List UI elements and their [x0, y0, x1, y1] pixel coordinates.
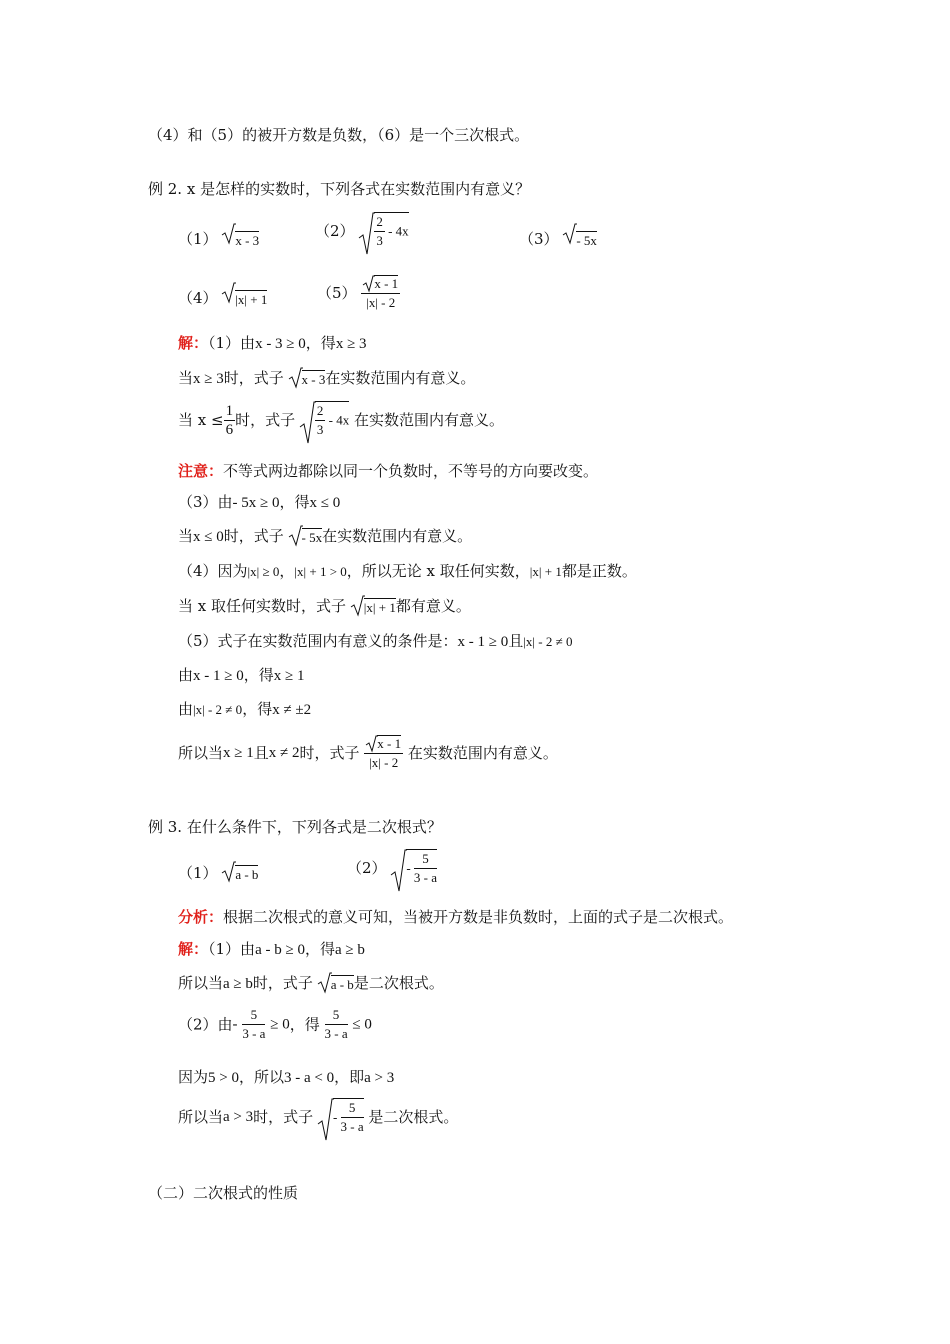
- radical: |x| + 1: [351, 595, 396, 619]
- radical: |x| + 1: [222, 282, 267, 316]
- ex3-sol-4: 所以当a > 3时，式子 - $\frac{5}{3 - a}$ 是二次根式。: [178, 1098, 458, 1146]
- ex2-item-3: （3） - 5x: [519, 222, 597, 256]
- radical: x - 3: [222, 223, 259, 257]
- ex2-sol-5: （5）式子在实数范围内有意义的条件是：x - 1 ≥ 0且|x| - 2 ≠ 0: [178, 632, 573, 650]
- fraction: $\frac{5}{3 - a}$: [242, 1007, 266, 1041]
- radical: a - b: [222, 861, 258, 887]
- ex2-sol-5b: 由x - 1 ≥ 0，得x ≥ 1: [178, 666, 305, 684]
- ex3-item-1: （1） a - b: [178, 860, 258, 886]
- ex2-item-2: （2） $\frac{2}{3}$ - 4x: [315, 212, 409, 260]
- ex3-sol-1: 解：（1）由a - b ≥ 0，得a ≥ b: [178, 940, 365, 958]
- fraction: $\frac{x - 1}{|x| - 2}$: [364, 734, 403, 772]
- intro-line: （4）和（5）的被开方数是负数，（6）是一个三次根式。: [148, 126, 530, 144]
- radical: - 5x: [563, 223, 597, 257]
- ex3-sol-1b: 所以当a ≥ b时，式子 a - b是二次根式。: [178, 971, 444, 995]
- radical: x - 1: [363, 275, 398, 293]
- ex2-sol-3: （3）由- 5x ≥ 0，得x ≤ 0: [178, 493, 341, 511]
- radical: $\frac{2}{3}$ - 4x: [359, 212, 408, 250]
- ex2-sol-4b: 当 x 取任何实数时，式子 |x| + 1都有意义。: [178, 594, 471, 618]
- fraction: $\frac{5}{3 - a}$: [340, 1100, 364, 1134]
- ex3-sol-3: 因为5 > 0，所以3 - a < 0，即a > 3: [178, 1068, 395, 1086]
- ex2-sol-2: 当 x ≤ $\frac{1}{6}$ 时，式子 $\frac{2}{3}$ - 4x 在实数范围内有意义。: [178, 401, 504, 449]
- ex2-sol-3b: 当x ≤ 0时，式子 - 5x在实数范围内有意义。: [178, 524, 472, 548]
- radical: x - 3: [289, 367, 326, 391]
- analysis-line: 分析：根据二次根式的意义可知，当被开方数是非负数时，上面的式子是二次根式。: [178, 908, 734, 926]
- ex2-sol-5d: 所以当x ≥ 1且x ≠ 2时，式子 $\frac{x - 1}{|x| - 2}$ 在实数范围内有意义。: [178, 734, 558, 780]
- ex2-item-4: （4） |x| + 1: [178, 281, 267, 315]
- analysis-label: 分析：: [178, 908, 224, 926]
- ex2-sol-4: （4）因为|x| ≥ 0，|x| + 1 > 0，所以无论 x 取任何实数，|x| + 1都是正数。: [178, 562, 637, 580]
- note-line: 注意：不等式两边都除以同一个负数时，不等号的方向要改变。: [178, 462, 599, 480]
- ex2-sol-5c: 由|x| - 2 ≠ 0，得x ≠ ±2: [178, 700, 312, 718]
- fraction: $\frac{1}{6}$: [225, 402, 234, 438]
- radical: a - b: [318, 972, 354, 996]
- radical: - 5x: [289, 525, 323, 549]
- solution-label: 解：: [178, 334, 209, 352]
- fraction: $\frac{x - 1}{|x| - 2}$: [361, 274, 400, 312]
- ex2-item-5: （5） $\frac{x - 1}{|x| - 2}$: [317, 274, 400, 320]
- ex3-item-2: （2） - $\frac{5}{3 - a}$: [347, 849, 437, 897]
- ex2-sol-1b: 当x ≥ 3时，式子 x - 3在实数范围内有意义。: [178, 366, 475, 390]
- ex2-item-1: （1） x - 3: [178, 222, 259, 256]
- fraction: $\frac{5}{3 - a}$: [413, 851, 438, 885]
- radical: x - 1: [366, 735, 401, 753]
- radical: $\frac{2}{3}$ - 4x: [300, 401, 349, 439]
- fraction: $\frac{5}{3 - a}$: [324, 1007, 348, 1041]
- ex2-sol-1: 解：（1）由x - 3 ≥ 0，得x ≥ 3: [178, 334, 367, 352]
- radical: - $\frac{5}{3 - a}$: [318, 1098, 364, 1136]
- ex3-sol-2: （2）由- $\frac{5}{3 - a}$ ≥ 0，得 $\frac{5}{3 - a}$ ≤ 0: [178, 1007, 372, 1041]
- fraction: $\frac{2}{3}$: [316, 403, 324, 437]
- fraction: $\frac{2}{3}$: [376, 214, 383, 248]
- solution-label: 解：: [178, 940, 209, 958]
- note-label: 注意：: [178, 462, 224, 480]
- example3-title: 例 3. 在什么条件下，下列各式是二次根式？: [148, 818, 442, 836]
- radical: - $\frac{5}{3 - a}$: [391, 849, 437, 887]
- section-heading: （二）二次根式的性质: [148, 1184, 299, 1202]
- example2-title: 例 2. x 是怎样的实数时，下列各式在实数范围内有意义？: [148, 180, 531, 198]
